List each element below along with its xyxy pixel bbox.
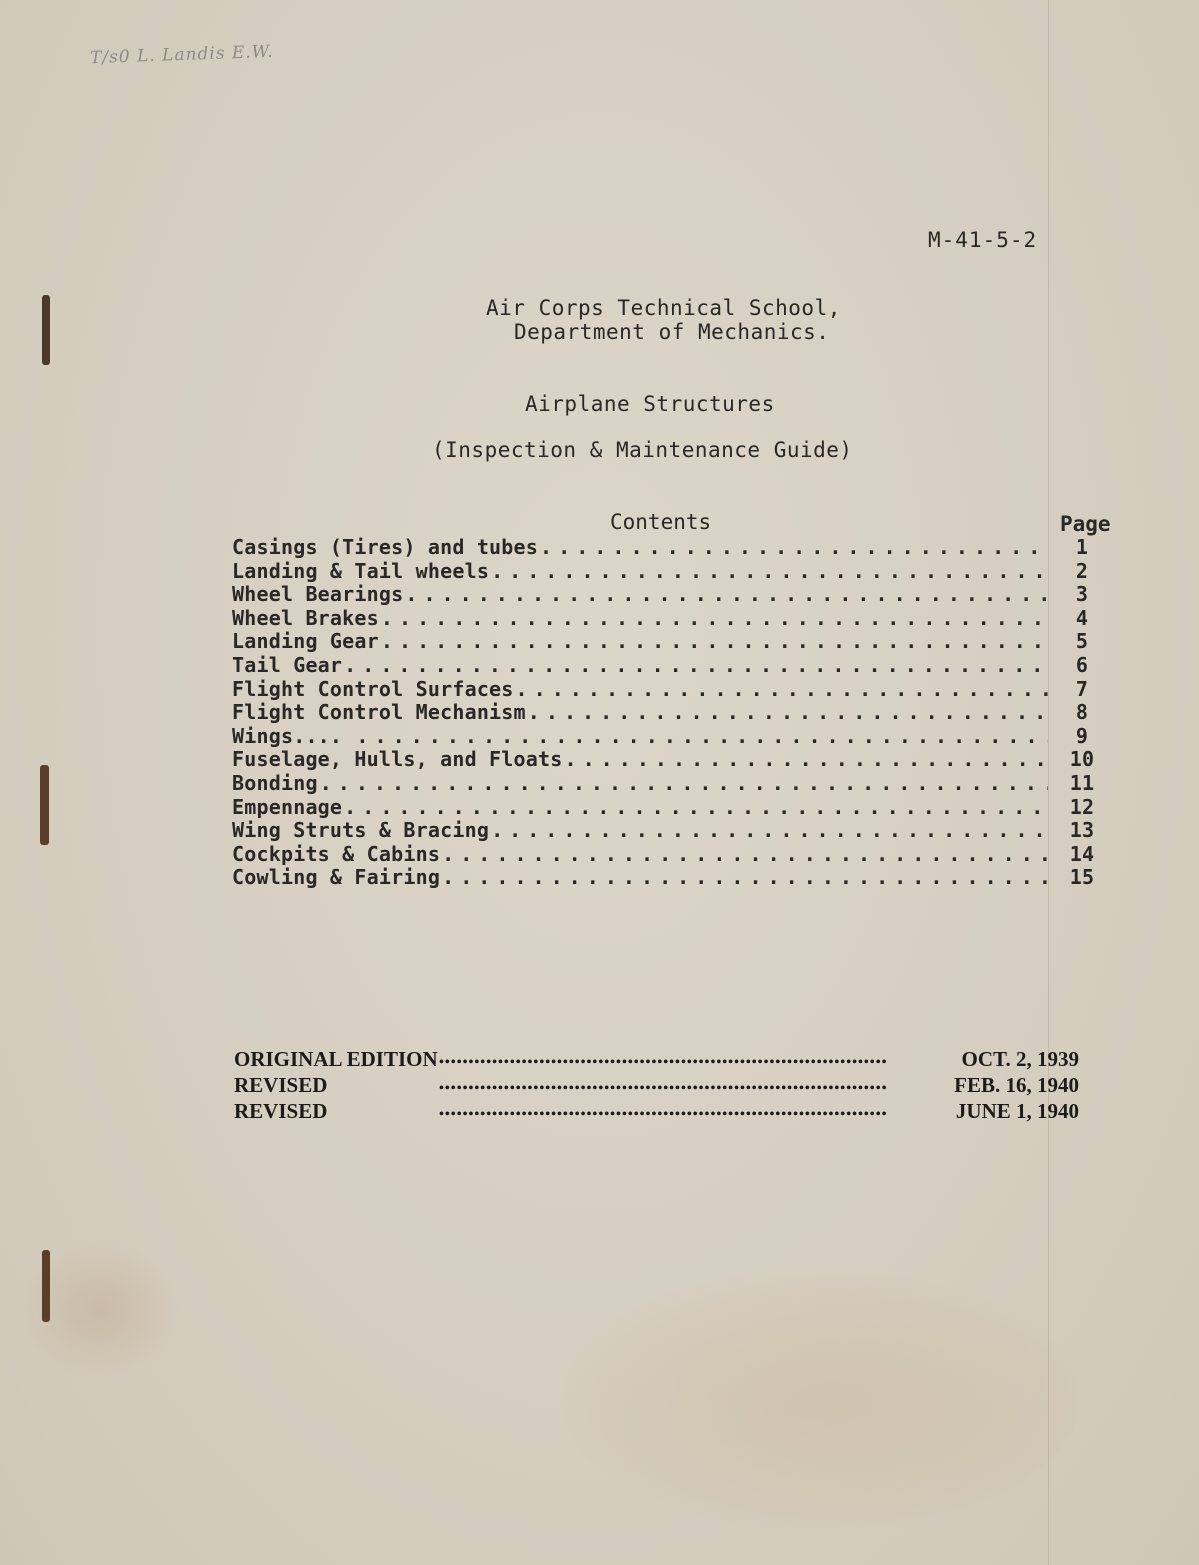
toc-entry-page: 3 [1075, 582, 1089, 607]
edition-row [234, 1046, 1079, 1072]
toc-entry-label: Flight Control Mechanism [232, 700, 526, 725]
dot-leader [516, 678, 1048, 702]
document-number: M-41-5-2 [928, 228, 1038, 252]
document-subtitle: (Inspection & Maintenance Guide) [432, 438, 853, 462]
toc-row [232, 772, 1112, 796]
dot-leader [439, 1046, 960, 1072]
toc-entry-label: Wheel Bearings [232, 582, 404, 607]
toc-entry-label: Cowling & Fairing [232, 865, 441, 890]
toc-row [232, 819, 1112, 843]
dot-leader [344, 796, 1048, 820]
toc-entry-label: Tail Gear [232, 652, 343, 677]
edition-label: ORIGINAL EDITION [234, 1047, 438, 1071]
toc-entry-page: 15 [1069, 865, 1095, 890]
dot-leader [565, 748, 1048, 772]
toc-row [232, 678, 1112, 702]
toc-entry-page: 9 [1075, 723, 1089, 748]
toc-entry-label: Cockpits & Cabins [232, 841, 441, 866]
toc-row [232, 748, 1112, 772]
toc-row [232, 560, 1112, 584]
rust-mark [42, 1250, 50, 1322]
dot-leader [540, 536, 1048, 560]
dot-leader [320, 772, 1048, 796]
toc-row [232, 654, 1112, 678]
dot-leader [439, 1072, 952, 1098]
table-of-contents [232, 536, 1112, 890]
toc-entry-label: Casings (Tires) and tubes [232, 535, 539, 559]
edition-history [234, 1046, 1079, 1124]
dot-leader [381, 630, 1048, 654]
edition-date: JUNE 1, 1940 [955, 1099, 1079, 1123]
document-title: Airplane Structures [525, 392, 775, 416]
contents-title: Contents [610, 510, 712, 534]
toc-row [232, 843, 1112, 867]
water-stain [20, 1240, 180, 1380]
toc-entry-page: 6 [1075, 652, 1089, 677]
toc-entry-page: 14 [1069, 841, 1095, 866]
header-line-1: Air Corps Technical School, [486, 296, 841, 320]
dot-leader [491, 819, 1048, 843]
toc-entry-label: Landing Gear [232, 629, 379, 654]
toc-row [232, 630, 1112, 654]
toc-row [232, 701, 1112, 725]
dot-leader [528, 701, 1048, 725]
toc-row [232, 866, 1112, 890]
toc-entry-label: Wing Struts & Bracing [232, 818, 490, 843]
toc-row [232, 607, 1112, 631]
header-line-2: Department of Mechanics. [514, 320, 830, 344]
edition-label: REVISED [234, 1099, 328, 1123]
toc-entry-page: 2 [1075, 558, 1089, 583]
toc-row [232, 796, 1112, 820]
toc-entry-page: 7 [1075, 676, 1089, 701]
toc-entry-page: 11 [1069, 770, 1095, 795]
toc-row [232, 583, 1112, 607]
dot-leader [344, 654, 1048, 678]
edition-row [234, 1072, 1079, 1098]
rust-mark [40, 765, 49, 845]
water-stain [560, 1270, 1080, 1530]
rust-mark [42, 295, 50, 365]
dot-leader [439, 1098, 954, 1124]
toc-entry-page: 5 [1075, 629, 1089, 654]
toc-entry-label: Fuselage, Hulls, and Floats [232, 747, 563, 772]
edition-label: REVISED [234, 1073, 328, 1097]
handwritten-note: T/s0 L. Landis E.W. [89, 41, 274, 69]
toc-entry-page: 13 [1069, 818, 1095, 843]
toc-entry-label: Landing & Tail wheels [232, 558, 490, 583]
edition-date: OCT. 2, 1939 [961, 1047, 1079, 1071]
dot-leader [491, 560, 1048, 584]
toc-entry-page: 8 [1075, 700, 1089, 725]
edition-row [234, 1098, 1079, 1124]
toc-entry-page: 12 [1069, 794, 1095, 819]
toc-entry-label: Wings.... [232, 723, 355, 748]
toc-row [232, 725, 1112, 749]
dot-leader [356, 725, 1048, 749]
edition-date: FEB. 16, 1940 [954, 1073, 1079, 1097]
toc-entry-label: Flight Control Surfaces [232, 676, 514, 701]
toc-entry-label: Wheel Brakes [232, 605, 379, 630]
dot-leader [442, 843, 1048, 867]
dot-leader [405, 583, 1048, 607]
toc-entry-page: 4 [1075, 605, 1089, 630]
toc-entry-page: 1 [1075, 535, 1089, 559]
dot-leader [442, 866, 1048, 890]
toc-entry-page: 10 [1069, 747, 1095, 772]
toc-row [232, 536, 1112, 560]
dot-leader [381, 607, 1048, 631]
toc-entry-label: Empennage [232, 794, 343, 819]
toc-entry-label: Bonding [232, 770, 318, 795]
contents-page-header: Page [1060, 512, 1111, 536]
